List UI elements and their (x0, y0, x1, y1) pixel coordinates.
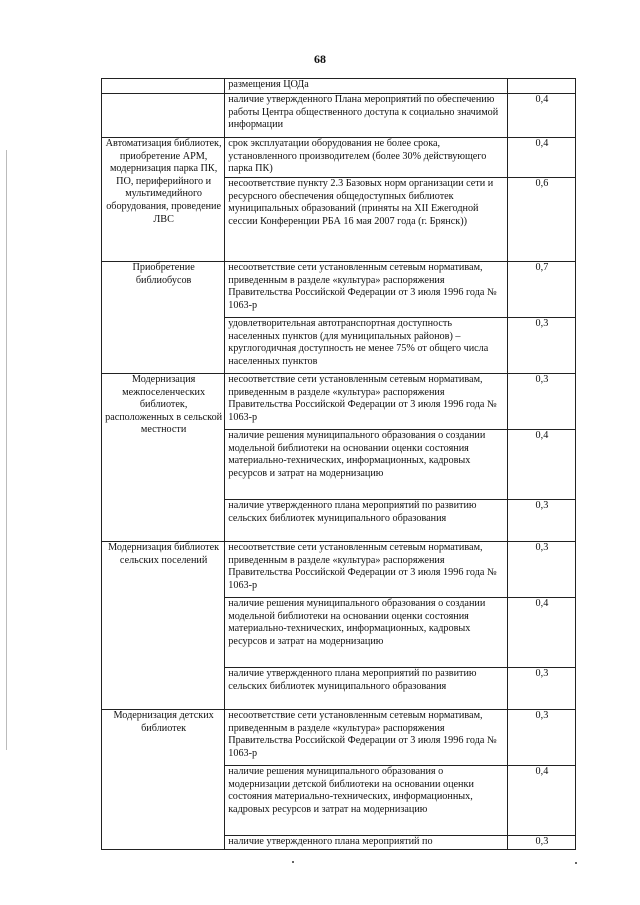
weight-cell: 0,3 (507, 836, 575, 850)
criterion-cell: несоответствие сети установленным сетевым нормативам, приведенным в разделе «культура» распоряжения Правительства Российской Федерации от 3 июля 1996 года № 1063-р (225, 710, 508, 766)
group-cell: Модернизация межпоселенческих библиотек, расположенных в сельской местности (102, 374, 225, 542)
weight-cell: 0,7 (507, 262, 575, 318)
criterion-cell: несоответствие сети установленным сетевым нормативам, приведенным в разделе «культура» распоряжения Правительства Российской Федерации от 3 июля 1996 года № 1063-р (225, 374, 508, 430)
weight-cell: 0,3 (507, 710, 575, 766)
table-row (102, 710, 576, 766)
table-row (102, 79, 576, 94)
weight-cell: 0,4 (507, 138, 575, 178)
criterion-cell: наличие утвержденного плана мероприятий по развитию сельских библиотек муниципального образования (225, 500, 508, 542)
criterion-cell: несоответствие сети установленным сетевым нормативам, приведенным в разделе «культура» распоряжения Правительства Российской Федерации от 3 июля 1996 года № 1063-р (225, 262, 508, 318)
group-cell: Модернизация детских библиотек (102, 710, 225, 850)
criterion-cell: наличие утвержденного плана мероприятий по (225, 836, 508, 850)
criterion-cell: размещения ЦОДа (225, 79, 508, 94)
group-cell: Приобретение библиобусов (102, 262, 225, 374)
weight-cell: 0,4 (507, 598, 575, 668)
weight-cell (507, 79, 575, 94)
table-row (102, 262, 576, 318)
criterion-cell: удовлетворительная автотранспортная доступность населенных пунктов (для муниципальных районов) – круглогодичная доступность не менее 75% от общего числа населенных пунктов (225, 318, 508, 374)
table-row (102, 542, 576, 598)
criterion-cell: несоответствие пункту 2.3 Базовых норм организации сети и ресурсного обеспечения общедоступных библиотек муниципальных образований (приняты на XII Ежегодной сессии Конференции РБА 16 мая 2007 года (г. Брянск)) (225, 178, 508, 262)
weight-cell: 0,4 (507, 766, 575, 836)
scan-dot (575, 862, 577, 864)
weight-cell: 0,3 (507, 374, 575, 430)
weight-cell: 0,4 (507, 430, 575, 500)
weight-cell: 0,6 (507, 178, 575, 262)
criteria-table-body (102, 79, 576, 850)
scan-dot (292, 861, 294, 863)
group-cell: Модернизация библиотек сельских поселений (102, 542, 225, 710)
criterion-cell: наличие решения муниципального образования о модернизации детской библиотеки на основании оценки состояния материально-технических, информационных, кадровых ресурсов и затрат на модернизацию (225, 766, 508, 836)
weight-cell: 0,3 (507, 542, 575, 598)
group-cell: Автоматизация библиотек, приобретение АРМ, модернизация парка ПК, ПО, периферийного и мультимедийного оборудования, проведение ЛВС (102, 138, 225, 262)
criteria-table (101, 78, 576, 850)
weight-cell: 0,3 (507, 318, 575, 374)
weight-cell: 0,3 (507, 668, 575, 710)
criterion-cell: наличие решения муниципального образования о создании модельной библиотеки на основании оценки состояния материально-технических, информационных, кадровых ресурсов и затрат на модернизацию (225, 430, 508, 500)
criterion-cell: срок эксплуатации оборудования не более срока, установленного производителем (более 30% действующего парка ПК) (225, 138, 508, 178)
criterion-cell: несоответствие сети установленным сетевым нормативам, приведенным в разделе «культура» распоряжения Правительства Российской Федерации от 3 июля 1996 года № 1063-р (225, 542, 508, 598)
weight-cell: 0,4 (507, 94, 575, 138)
group-cell (102, 94, 225, 138)
criterion-cell: наличие утвержденного Плана мероприятий по обеспечению работы Центра общественного доступа к социально значимой информации (225, 94, 508, 138)
scan-edge-mark (6, 150, 7, 750)
table-row (102, 374, 576, 430)
weight-cell: 0,3 (507, 500, 575, 542)
page-number: 68 (314, 52, 326, 66)
table-row (102, 94, 576, 138)
criterion-cell: наличие утвержденного плана мероприятий по развитию сельских библиотек муниципального образования (225, 668, 508, 710)
criterion-cell: наличие решения муниципального образования о создании модельной библиотеки на основании оценки состояния материально-технических, информационных, кадровых ресурсов и затрат на модернизацию (225, 598, 508, 668)
table-row (102, 138, 576, 178)
group-cell (102, 79, 225, 94)
